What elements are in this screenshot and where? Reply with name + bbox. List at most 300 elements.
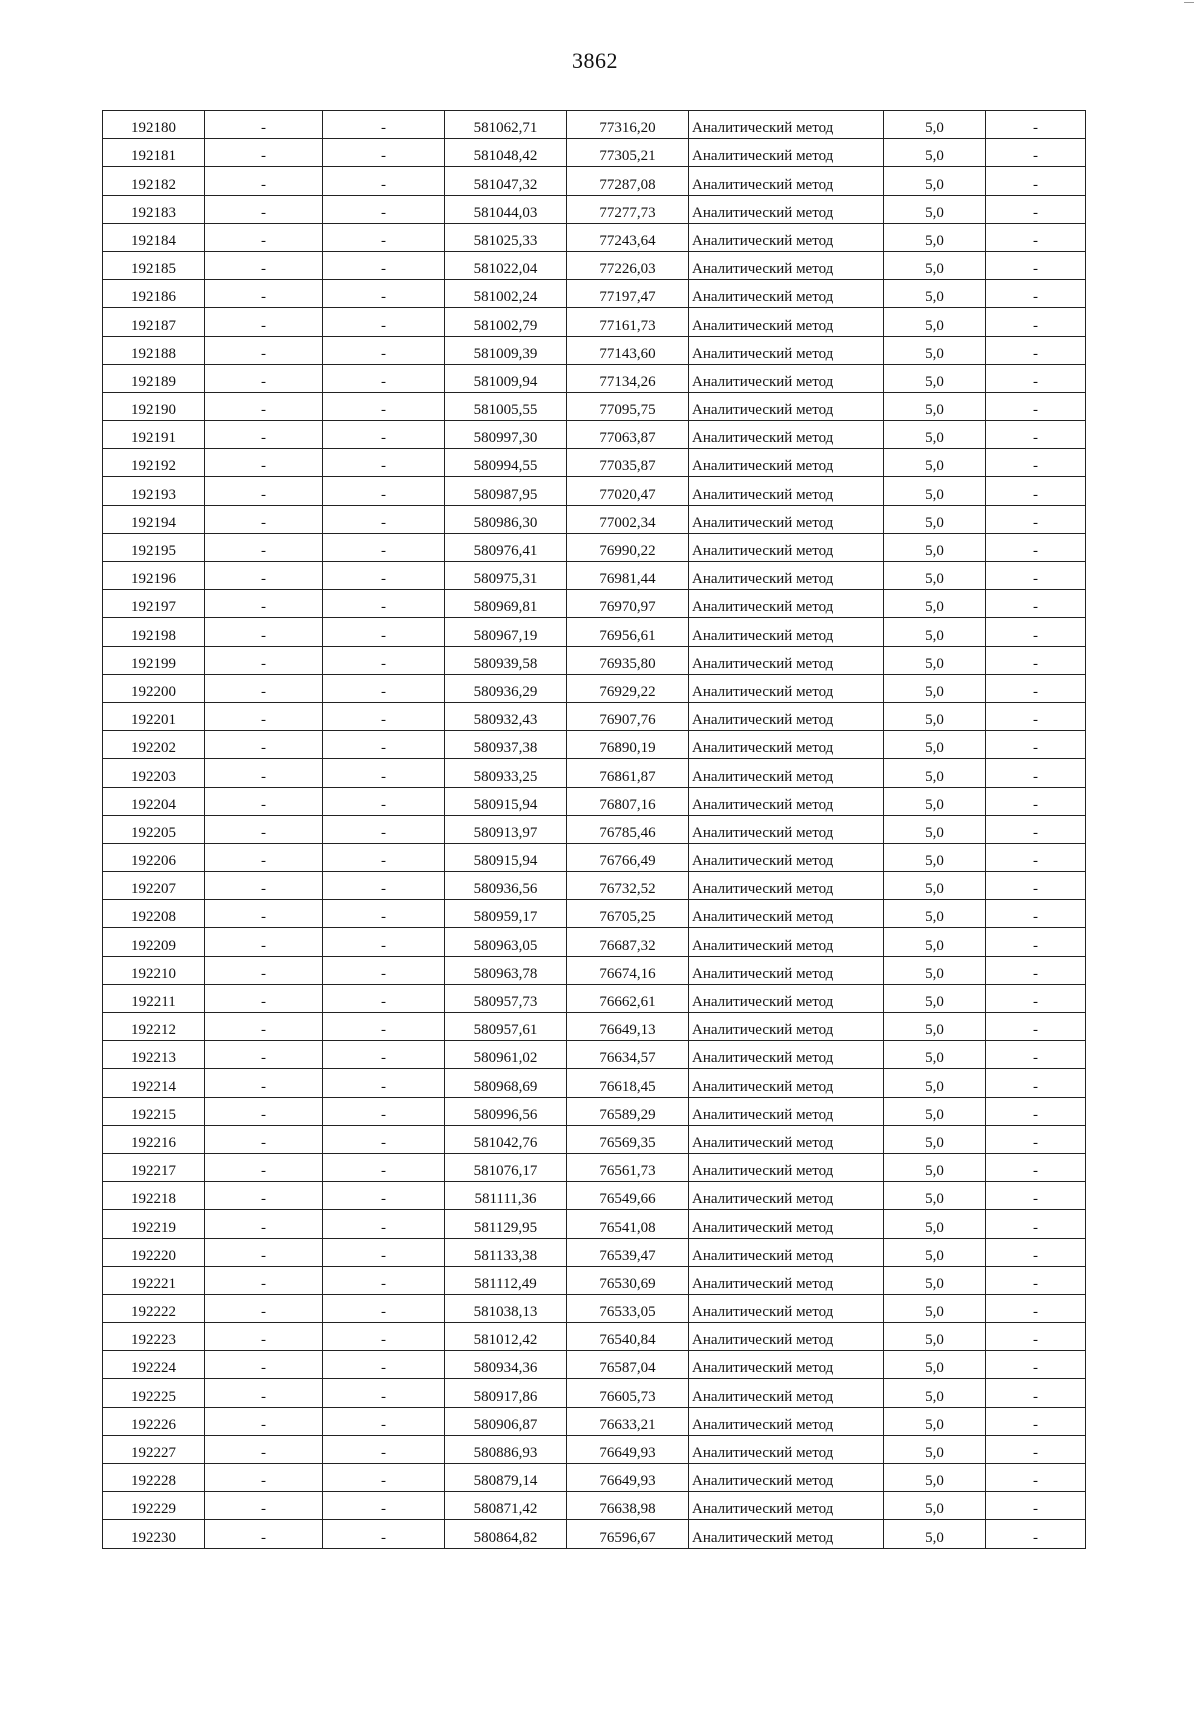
point-number-cell: 192203 xyxy=(103,759,205,787)
y-coordinate-cell: 76990,22 xyxy=(567,533,689,561)
empty-cell-2: - xyxy=(323,1013,445,1041)
empty-cell-3: - xyxy=(986,590,1086,618)
x-coordinate-cell: 580934,36 xyxy=(445,1351,567,1379)
method-cell: Аналитический метод xyxy=(689,731,884,759)
accuracy-cell: 5,0 xyxy=(884,1013,986,1041)
x-coordinate-cell: 581022,04 xyxy=(445,251,567,279)
table-row xyxy=(103,1238,1086,1266)
empty-cell-1: - xyxy=(205,111,323,139)
point-number-cell: 192230 xyxy=(103,1520,205,1548)
table-row xyxy=(103,364,1086,392)
empty-cell-2: - xyxy=(323,251,445,279)
empty-cell-3: - xyxy=(986,308,1086,336)
x-coordinate-cell: 580871,42 xyxy=(445,1492,567,1520)
empty-cell-2: - xyxy=(323,984,445,1012)
accuracy-cell: 5,0 xyxy=(884,505,986,533)
empty-cell-3: - xyxy=(986,702,1086,730)
empty-cell-1: - xyxy=(205,421,323,449)
point-number-cell: 192216 xyxy=(103,1125,205,1153)
accuracy-cell: 5,0 xyxy=(884,1153,986,1181)
empty-cell-3: - xyxy=(986,1125,1086,1153)
y-coordinate-cell: 76649,13 xyxy=(567,1013,689,1041)
method-cell: Аналитический метод xyxy=(689,1407,884,1435)
empty-cell-3: - xyxy=(986,1379,1086,1407)
empty-cell-2: - xyxy=(323,308,445,336)
x-coordinate-cell: 580936,56 xyxy=(445,872,567,900)
table-row xyxy=(103,900,1086,928)
accuracy-cell: 5,0 xyxy=(884,251,986,279)
x-coordinate-cell: 580917,86 xyxy=(445,1379,567,1407)
accuracy-cell: 5,0 xyxy=(884,139,986,167)
y-coordinate-cell: 76674,16 xyxy=(567,956,689,984)
x-coordinate-cell: 580976,41 xyxy=(445,533,567,561)
empty-cell-1: - xyxy=(205,928,323,956)
method-cell: Аналитический метод xyxy=(689,1153,884,1181)
table-row xyxy=(103,787,1086,815)
empty-cell-3: - xyxy=(986,477,1086,505)
method-cell: Аналитический метод xyxy=(689,1435,884,1463)
coordinates-table-body xyxy=(103,111,1086,1549)
empty-cell-1: - xyxy=(205,1210,323,1238)
method-cell: Аналитический метод xyxy=(689,1379,884,1407)
empty-cell-1: - xyxy=(205,308,323,336)
accuracy-cell: 5,0 xyxy=(884,477,986,505)
empty-cell-3: - xyxy=(986,1520,1086,1548)
empty-cell-3: - xyxy=(986,336,1086,364)
method-cell: Аналитический метод xyxy=(689,505,884,533)
empty-cell-2: - xyxy=(323,223,445,251)
empty-cell-1: - xyxy=(205,984,323,1012)
point-number-cell: 192217 xyxy=(103,1153,205,1181)
point-number-cell: 192206 xyxy=(103,843,205,871)
x-coordinate-cell: 580959,17 xyxy=(445,900,567,928)
empty-cell-1: - xyxy=(205,1125,323,1153)
accuracy-cell: 5,0 xyxy=(884,787,986,815)
method-cell: Аналитический метод xyxy=(689,392,884,420)
method-cell: Аналитический метод xyxy=(689,139,884,167)
empty-cell-3: - xyxy=(986,364,1086,392)
table-row xyxy=(103,223,1086,251)
empty-cell-2: - xyxy=(323,956,445,984)
empty-cell-2: - xyxy=(323,111,445,139)
empty-cell-2: - xyxy=(323,928,445,956)
accuracy-cell: 5,0 xyxy=(884,336,986,364)
method-cell: Аналитический метод xyxy=(689,111,884,139)
empty-cell-3: - xyxy=(986,1013,1086,1041)
empty-cell-2: - xyxy=(323,646,445,674)
table-row xyxy=(103,872,1086,900)
empty-cell-2: - xyxy=(323,1407,445,1435)
empty-cell-1: - xyxy=(205,1182,323,1210)
empty-cell-1: - xyxy=(205,364,323,392)
empty-cell-1: - xyxy=(205,1435,323,1463)
empty-cell-3: - xyxy=(986,505,1086,533)
accuracy-cell: 5,0 xyxy=(884,928,986,956)
point-number-cell: 192187 xyxy=(103,308,205,336)
empty-cell-3: - xyxy=(986,139,1086,167)
point-number-cell: 192208 xyxy=(103,900,205,928)
empty-cell-1: - xyxy=(205,505,323,533)
empty-cell-2: - xyxy=(323,139,445,167)
empty-cell-1: - xyxy=(205,1238,323,1266)
point-number-cell: 192198 xyxy=(103,618,205,646)
x-coordinate-cell: 580957,73 xyxy=(445,984,567,1012)
empty-cell-1: - xyxy=(205,1294,323,1322)
empty-cell-3: - xyxy=(986,533,1086,561)
y-coordinate-cell: 76890,19 xyxy=(567,731,689,759)
empty-cell-3: - xyxy=(986,1407,1086,1435)
y-coordinate-cell: 76662,61 xyxy=(567,984,689,1012)
point-number-cell: 192193 xyxy=(103,477,205,505)
point-number-cell: 192228 xyxy=(103,1464,205,1492)
point-number-cell: 192225 xyxy=(103,1379,205,1407)
y-coordinate-cell: 77243,64 xyxy=(567,223,689,251)
accuracy-cell: 5,0 xyxy=(884,195,986,223)
empty-cell-1: - xyxy=(205,1492,323,1520)
empty-cell-1: - xyxy=(205,618,323,646)
empty-cell-3: - xyxy=(986,1323,1086,1351)
x-coordinate-cell: 580939,58 xyxy=(445,646,567,674)
method-cell: Аналитический метод xyxy=(689,843,884,871)
empty-cell-1: - xyxy=(205,392,323,420)
table-row xyxy=(103,562,1086,590)
method-cell: Аналитический метод xyxy=(689,590,884,618)
empty-cell-3: - xyxy=(986,111,1086,139)
empty-cell-3: - xyxy=(986,421,1086,449)
point-number-cell: 192196 xyxy=(103,562,205,590)
x-coordinate-cell: 581112,49 xyxy=(445,1266,567,1294)
empty-cell-3: - xyxy=(986,1041,1086,1069)
point-number-cell: 192212 xyxy=(103,1013,205,1041)
y-coordinate-cell: 77277,73 xyxy=(567,195,689,223)
accuracy-cell: 5,0 xyxy=(884,590,986,618)
table-row xyxy=(103,195,1086,223)
accuracy-cell: 5,0 xyxy=(884,1097,986,1125)
point-number-cell: 192213 xyxy=(103,1041,205,1069)
table-row xyxy=(103,1407,1086,1435)
y-coordinate-cell: 77316,20 xyxy=(567,111,689,139)
method-cell: Аналитический метод xyxy=(689,167,884,195)
y-coordinate-cell: 76549,66 xyxy=(567,1182,689,1210)
y-coordinate-cell: 76785,46 xyxy=(567,815,689,843)
x-coordinate-cell: 580933,25 xyxy=(445,759,567,787)
point-number-cell: 192227 xyxy=(103,1435,205,1463)
method-cell: Аналитический метод xyxy=(689,1294,884,1322)
table-row xyxy=(103,1125,1086,1153)
method-cell: Аналитический метод xyxy=(689,1266,884,1294)
empty-cell-1: - xyxy=(205,731,323,759)
y-coordinate-cell: 77002,34 xyxy=(567,505,689,533)
empty-cell-3: - xyxy=(986,674,1086,702)
accuracy-cell: 5,0 xyxy=(884,1266,986,1294)
empty-cell-2: - xyxy=(323,533,445,561)
accuracy-cell: 5,0 xyxy=(884,1323,986,1351)
x-coordinate-cell: 580906,87 xyxy=(445,1407,567,1435)
empty-cell-2: - xyxy=(323,1464,445,1492)
empty-cell-2: - xyxy=(323,1379,445,1407)
point-number-cell: 192218 xyxy=(103,1182,205,1210)
y-coordinate-cell: 76935,80 xyxy=(567,646,689,674)
empty-cell-1: - xyxy=(205,702,323,730)
accuracy-cell: 5,0 xyxy=(884,1041,986,1069)
point-number-cell: 192226 xyxy=(103,1407,205,1435)
x-coordinate-cell: 581009,94 xyxy=(445,364,567,392)
empty-cell-1: - xyxy=(205,590,323,618)
empty-cell-2: - xyxy=(323,1210,445,1238)
empty-cell-3: - xyxy=(986,646,1086,674)
accuracy-cell: 5,0 xyxy=(884,702,986,730)
method-cell: Аналитический метод xyxy=(689,280,884,308)
accuracy-cell: 5,0 xyxy=(884,1294,986,1322)
point-number-cell: 192192 xyxy=(103,449,205,477)
empty-cell-3: - xyxy=(986,815,1086,843)
empty-cell-1: - xyxy=(205,872,323,900)
coordinates-table xyxy=(102,110,1086,1549)
method-cell: Аналитический метод xyxy=(689,251,884,279)
x-coordinate-cell: 580967,19 xyxy=(445,618,567,646)
y-coordinate-cell: 76649,93 xyxy=(567,1464,689,1492)
empty-cell-2: - xyxy=(323,618,445,646)
point-number-cell: 192197 xyxy=(103,590,205,618)
empty-cell-1: - xyxy=(205,562,323,590)
table-row xyxy=(103,505,1086,533)
x-coordinate-cell: 581076,17 xyxy=(445,1153,567,1181)
empty-cell-2: - xyxy=(323,1520,445,1548)
table-row xyxy=(103,1464,1086,1492)
x-coordinate-cell: 581002,24 xyxy=(445,280,567,308)
empty-cell-3: - xyxy=(986,759,1086,787)
table-row xyxy=(103,1379,1086,1407)
empty-cell-1: - xyxy=(205,759,323,787)
point-number-cell: 192201 xyxy=(103,702,205,730)
table-row xyxy=(103,1435,1086,1463)
x-coordinate-cell: 580957,61 xyxy=(445,1013,567,1041)
accuracy-cell: 5,0 xyxy=(884,984,986,1012)
empty-cell-1: - xyxy=(205,674,323,702)
accuracy-cell: 5,0 xyxy=(884,843,986,871)
empty-cell-1: - xyxy=(205,1041,323,1069)
method-cell: Аналитический метод xyxy=(689,984,884,1012)
method-cell: Аналитический метод xyxy=(689,702,884,730)
point-number-cell: 192180 xyxy=(103,111,205,139)
page-number: 3862 xyxy=(572,48,618,73)
point-number-cell: 192210 xyxy=(103,956,205,984)
point-number-cell: 192223 xyxy=(103,1323,205,1351)
empty-cell-2: - xyxy=(323,1125,445,1153)
table-row xyxy=(103,759,1086,787)
accuracy-cell: 5,0 xyxy=(884,618,986,646)
accuracy-cell: 5,0 xyxy=(884,308,986,336)
x-coordinate-cell: 580879,14 xyxy=(445,1464,567,1492)
accuracy-cell: 5,0 xyxy=(884,1520,986,1548)
method-cell: Аналитический метод xyxy=(689,1351,884,1379)
empty-cell-3: - xyxy=(986,1294,1086,1322)
empty-cell-3: - xyxy=(986,562,1086,590)
empty-cell-2: - xyxy=(323,280,445,308)
accuracy-cell: 5,0 xyxy=(884,1464,986,1492)
point-number-cell: 192224 xyxy=(103,1351,205,1379)
x-coordinate-cell: 581042,76 xyxy=(445,1125,567,1153)
x-coordinate-cell: 580864,82 xyxy=(445,1520,567,1548)
accuracy-cell: 5,0 xyxy=(884,1435,986,1463)
accuracy-cell: 5,0 xyxy=(884,223,986,251)
point-number-cell: 192183 xyxy=(103,195,205,223)
x-coordinate-cell: 580915,94 xyxy=(445,843,567,871)
empty-cell-2: - xyxy=(323,1041,445,1069)
point-number-cell: 192182 xyxy=(103,167,205,195)
method-cell: Аналитический метод xyxy=(689,1013,884,1041)
accuracy-cell: 5,0 xyxy=(884,562,986,590)
accuracy-cell: 5,0 xyxy=(884,815,986,843)
method-cell: Аналитический метод xyxy=(689,336,884,364)
y-coordinate-cell: 76807,16 xyxy=(567,787,689,815)
y-coordinate-cell: 77020,47 xyxy=(567,477,689,505)
point-number-cell: 192222 xyxy=(103,1294,205,1322)
x-coordinate-cell: 581047,32 xyxy=(445,167,567,195)
accuracy-cell: 5,0 xyxy=(884,1125,986,1153)
empty-cell-2: - xyxy=(323,590,445,618)
empty-cell-3: - xyxy=(986,1182,1086,1210)
empty-cell-1: - xyxy=(205,139,323,167)
method-cell: Аналитический метод xyxy=(689,1097,884,1125)
method-cell: Аналитический метод xyxy=(689,533,884,561)
empty-cell-1: - xyxy=(205,280,323,308)
y-coordinate-cell: 76638,98 xyxy=(567,1492,689,1520)
empty-cell-2: - xyxy=(323,1069,445,1097)
y-coordinate-cell: 76981,44 xyxy=(567,562,689,590)
method-cell: Аналитический метод xyxy=(689,618,884,646)
accuracy-cell: 5,0 xyxy=(884,449,986,477)
method-cell: Аналитический метод xyxy=(689,477,884,505)
y-coordinate-cell: 77095,75 xyxy=(567,392,689,420)
x-coordinate-cell: 581133,38 xyxy=(445,1238,567,1266)
y-coordinate-cell: 76861,87 xyxy=(567,759,689,787)
empty-cell-2: - xyxy=(323,477,445,505)
x-coordinate-cell: 580963,78 xyxy=(445,956,567,984)
accuracy-cell: 5,0 xyxy=(884,1069,986,1097)
empty-cell-3: - xyxy=(986,1464,1086,1492)
accuracy-cell: 5,0 xyxy=(884,167,986,195)
table-row xyxy=(103,167,1086,195)
x-coordinate-cell: 581038,13 xyxy=(445,1294,567,1322)
empty-cell-3: - xyxy=(986,984,1086,1012)
method-cell: Аналитический метод xyxy=(689,1041,884,1069)
empty-cell-3: - xyxy=(986,1210,1086,1238)
point-number-cell: 192209 xyxy=(103,928,205,956)
point-number-cell: 192211 xyxy=(103,984,205,1012)
y-coordinate-cell: 76541,08 xyxy=(567,1210,689,1238)
x-coordinate-cell: 581048,42 xyxy=(445,139,567,167)
empty-cell-3: - xyxy=(986,392,1086,420)
empty-cell-1: - xyxy=(205,956,323,984)
empty-cell-2: - xyxy=(323,1323,445,1351)
accuracy-cell: 5,0 xyxy=(884,1407,986,1435)
y-coordinate-cell: 76530,69 xyxy=(567,1266,689,1294)
table-row xyxy=(103,139,1086,167)
method-cell: Аналитический метод xyxy=(689,1520,884,1548)
table-row xyxy=(103,1013,1086,1041)
table-row xyxy=(103,1266,1086,1294)
empty-cell-2: - xyxy=(323,787,445,815)
empty-cell-1: - xyxy=(205,1351,323,1379)
y-coordinate-cell: 77226,03 xyxy=(567,251,689,279)
point-number-cell: 192229 xyxy=(103,1492,205,1520)
empty-cell-1: - xyxy=(205,1520,323,1548)
table-row xyxy=(103,928,1086,956)
y-coordinate-cell: 77305,21 xyxy=(567,139,689,167)
x-coordinate-cell: 580915,94 xyxy=(445,787,567,815)
method-cell: Аналитический метод xyxy=(689,308,884,336)
empty-cell-2: - xyxy=(323,1182,445,1210)
empty-cell-2: - xyxy=(323,364,445,392)
table-row xyxy=(103,1069,1086,1097)
method-cell: Аналитический метод xyxy=(689,674,884,702)
empty-cell-1: - xyxy=(205,900,323,928)
table-row xyxy=(103,251,1086,279)
accuracy-cell: 5,0 xyxy=(884,1379,986,1407)
empty-cell-2: - xyxy=(323,759,445,787)
table-row xyxy=(103,731,1086,759)
empty-cell-3: - xyxy=(986,223,1086,251)
x-coordinate-cell: 581005,55 xyxy=(445,392,567,420)
method-cell: Аналитический метод xyxy=(689,1182,884,1210)
empty-cell-1: - xyxy=(205,1069,323,1097)
method-cell: Аналитический метод xyxy=(689,1464,884,1492)
method-cell: Аналитический метод xyxy=(689,787,884,815)
point-number-cell: 192200 xyxy=(103,674,205,702)
table-row xyxy=(103,111,1086,139)
accuracy-cell: 5,0 xyxy=(884,364,986,392)
scan-corner-mark xyxy=(1184,2,1194,6)
accuracy-cell: 5,0 xyxy=(884,1492,986,1520)
point-number-cell: 192190 xyxy=(103,392,205,420)
table-row xyxy=(103,956,1086,984)
y-coordinate-cell: 77287,08 xyxy=(567,167,689,195)
point-number-cell: 192191 xyxy=(103,421,205,449)
x-coordinate-cell: 580975,31 xyxy=(445,562,567,590)
empty-cell-2: - xyxy=(323,1435,445,1463)
table-row xyxy=(103,702,1086,730)
point-number-cell: 192189 xyxy=(103,364,205,392)
method-cell: Аналитический метод xyxy=(689,1323,884,1351)
empty-cell-1: - xyxy=(205,1323,323,1351)
x-coordinate-cell: 580997,30 xyxy=(445,421,567,449)
y-coordinate-cell: 76587,04 xyxy=(567,1351,689,1379)
y-coordinate-cell: 76569,35 xyxy=(567,1125,689,1153)
y-coordinate-cell: 76589,29 xyxy=(567,1097,689,1125)
point-number-cell: 192204 xyxy=(103,787,205,815)
x-coordinate-cell: 580994,55 xyxy=(445,449,567,477)
method-cell: Аналитический метод xyxy=(689,223,884,251)
empty-cell-2: - xyxy=(323,815,445,843)
empty-cell-1: - xyxy=(205,1266,323,1294)
table-row xyxy=(103,646,1086,674)
y-coordinate-cell: 77134,26 xyxy=(567,364,689,392)
empty-cell-2: - xyxy=(323,731,445,759)
method-cell: Аналитический метод xyxy=(689,1210,884,1238)
empty-cell-2: - xyxy=(323,843,445,871)
accuracy-cell: 5,0 xyxy=(884,900,986,928)
empty-cell-3: - xyxy=(986,872,1086,900)
x-coordinate-cell: 580936,29 xyxy=(445,674,567,702)
table-row xyxy=(103,815,1086,843)
x-coordinate-cell: 580937,38 xyxy=(445,731,567,759)
empty-cell-3: - xyxy=(986,195,1086,223)
y-coordinate-cell: 76561,73 xyxy=(567,1153,689,1181)
empty-cell-3: - xyxy=(986,1266,1086,1294)
y-coordinate-cell: 77063,87 xyxy=(567,421,689,449)
y-coordinate-cell: 76766,49 xyxy=(567,843,689,871)
